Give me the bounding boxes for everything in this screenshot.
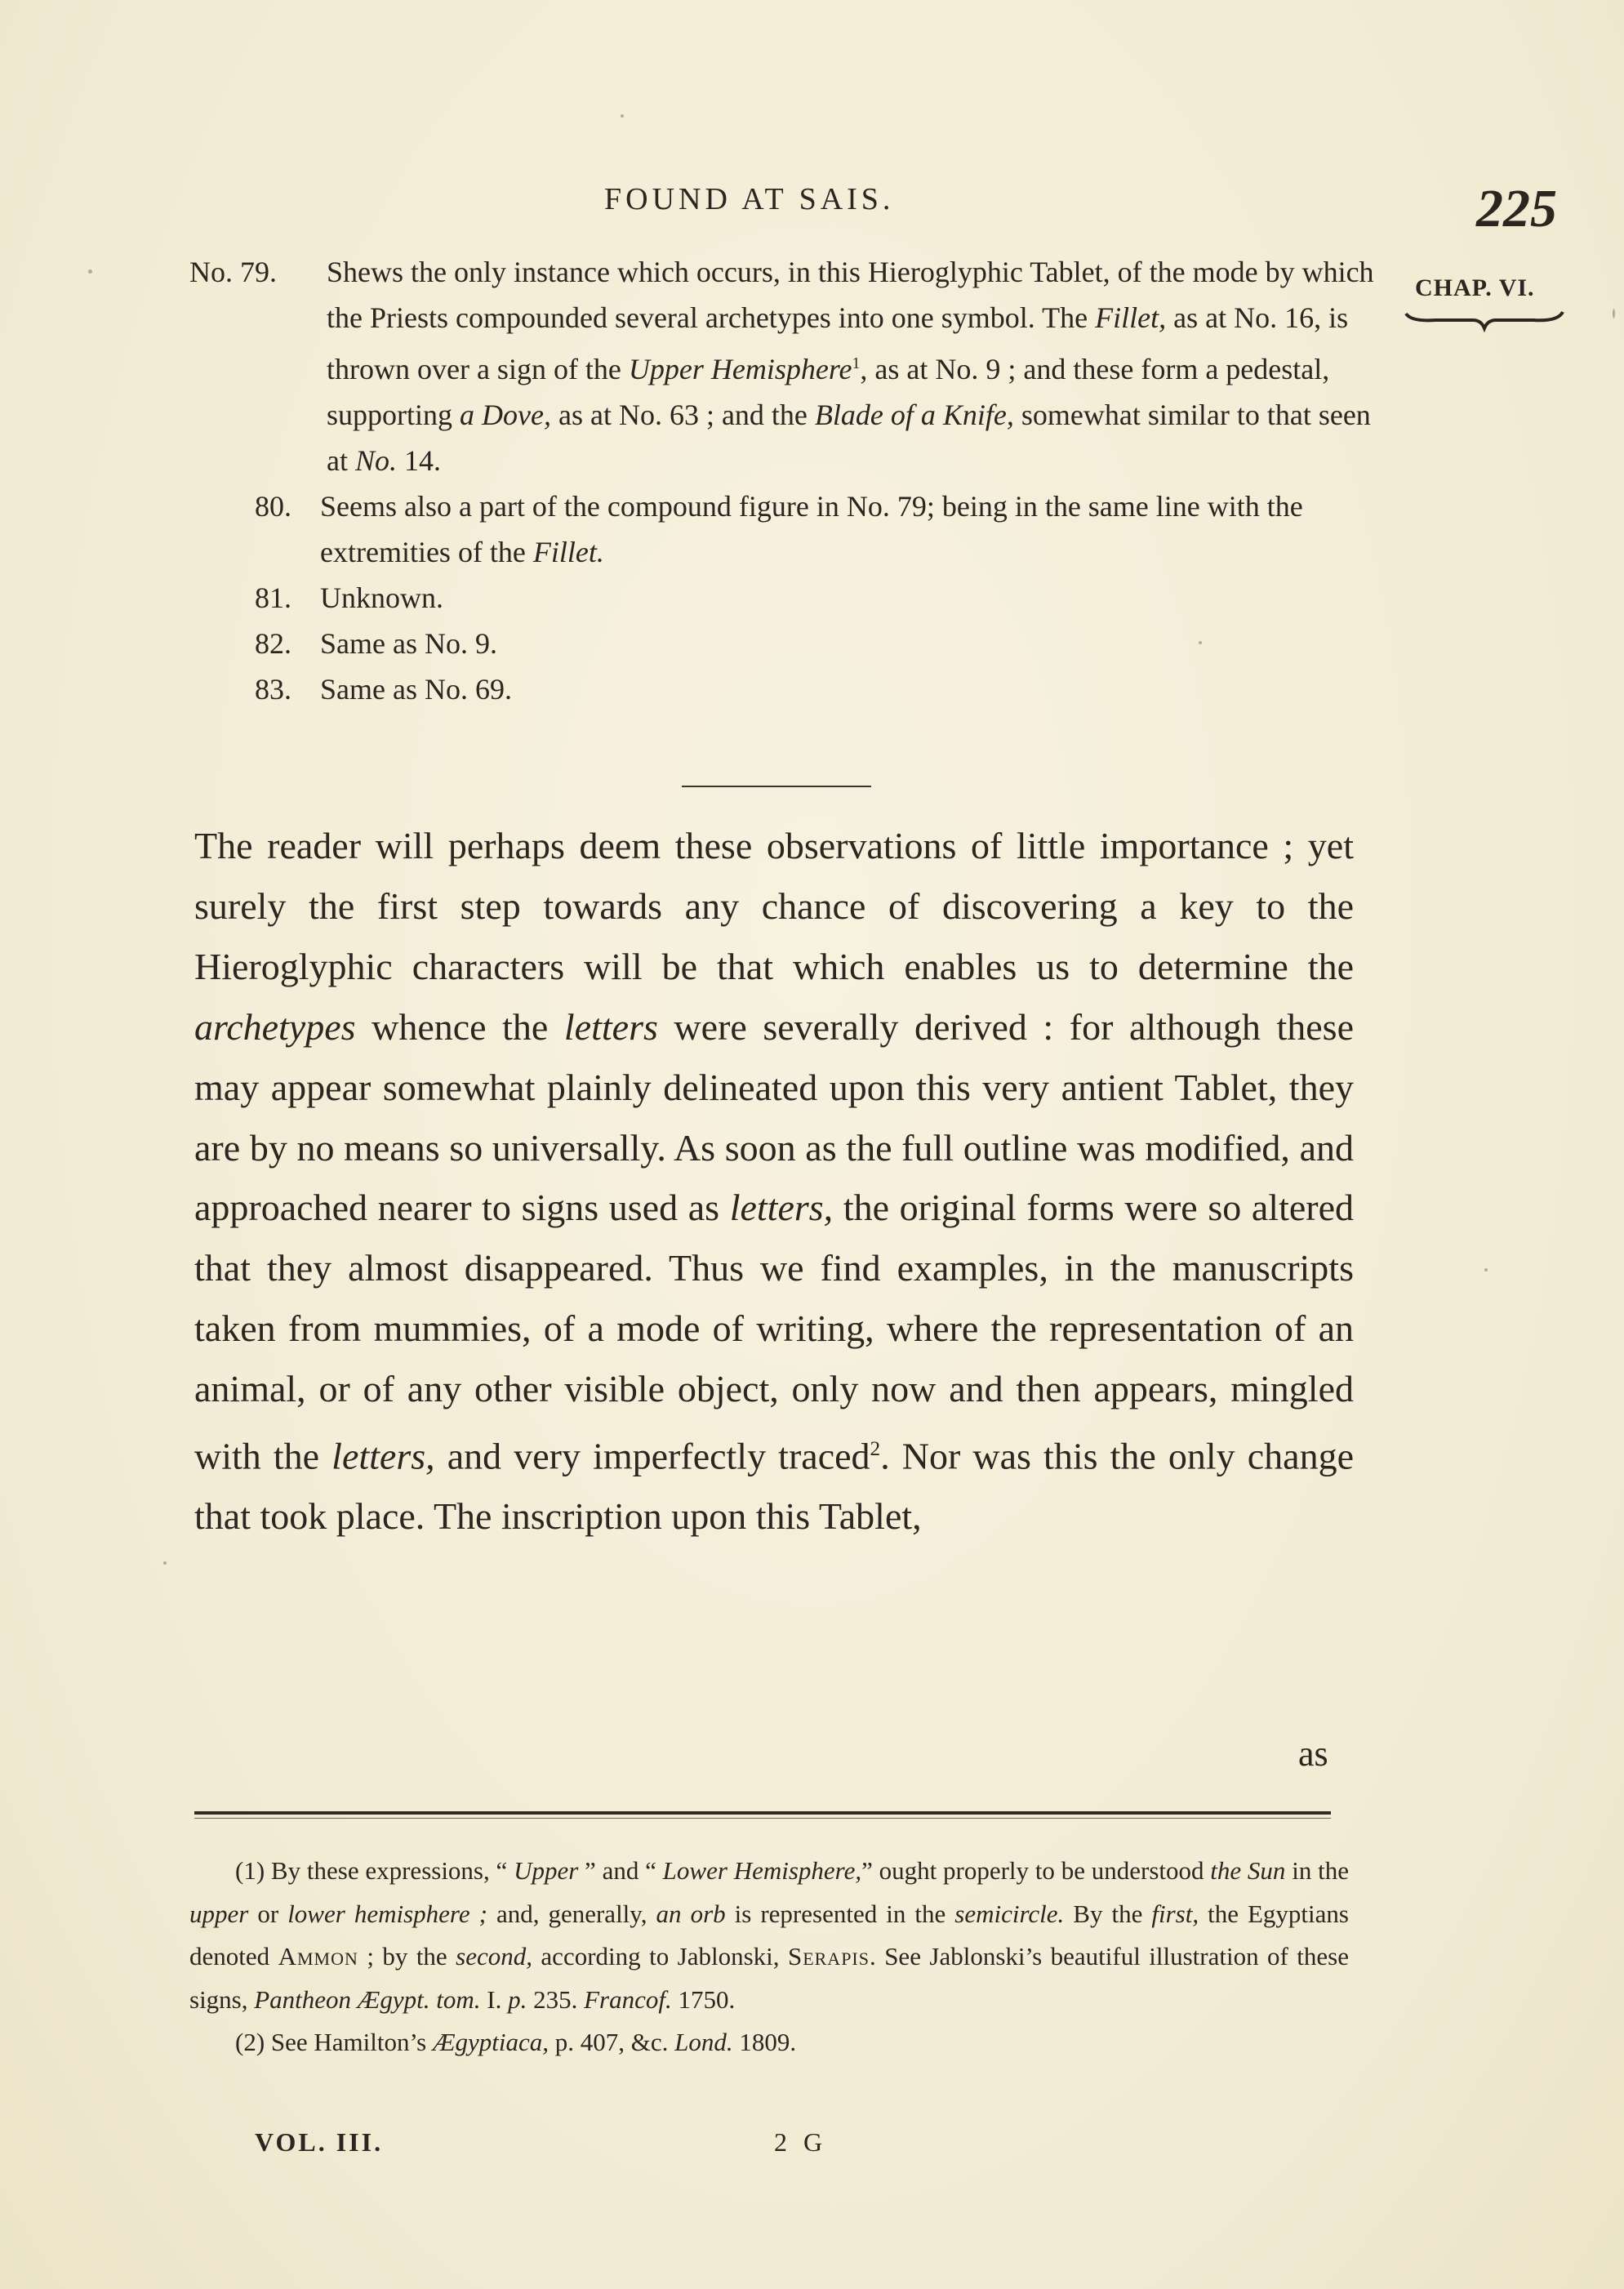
- entry-item: [189, 621, 1382, 666]
- section-divider: [682, 786, 871, 787]
- chapter-label: CHAP. VI.: [1415, 274, 1535, 301]
- entry-item: [189, 575, 1382, 621]
- entry-text: Same as No. 69.: [320, 673, 512, 706]
- entry-number: No. 79.: [189, 256, 277, 288]
- speck: [163, 1561, 167, 1565]
- entry-number: 83.: [255, 673, 291, 706]
- chapter-brace-ornament: [1403, 307, 1566, 340]
- footnote-text: (2) See Hamilton’s Ægyptiaca, p. 407, &c. Lond. 1809.: [235, 2028, 797, 2056]
- entry-number: 82.: [255, 627, 291, 660]
- speck: [1484, 1268, 1488, 1271]
- running-head: FOUND AT SAIS.: [604, 182, 895, 216]
- footnote-1: [189, 1850, 1349, 2021]
- footnote-rule: [194, 1811, 1331, 1815]
- entry-text: Same as No. 9.: [320, 627, 497, 660]
- entry-text: Shews the only instance which occurs, in this Hieroglyphic Tablet, of the mode by which the Priests compounded several archetypes into one symbol. The Fillet, as at No. 16, is thrown over a sign of the Upper Hemisphere$^1$, as at No. 9 ; and these form a pedestal, supporting a Dove, as at No. 63 ; and the Blade of a Knife, somewhat similar to that seen at No. 14.: [327, 256, 1374, 477]
- entry-text: Seems also a part of the compound figure in No. 79; being in the same line with the extremities of the Fillet.: [320, 490, 1303, 568]
- speck: [1613, 309, 1615, 318]
- footnote-text: (1) By these expressions, “ Upper ” and “ Lower Hemisphere,” ought properly to be understood the Sun in the upper or lower hemisphere ; and, generally, an orb is represented in the semicircle. By the first, the Egyptians denoted Ammon ; by the second, according to Jablonski, Serapis. See Jablonski’s beautiful illustration of these signs, Pantheon Ægypt. tom. I. p. 235. Francof. 1750.: [189, 1856, 1349, 2014]
- entry-text: Unknown.: [320, 581, 443, 614]
- entry-number: 80.: [255, 490, 291, 523]
- entry-item: [189, 249, 1382, 483]
- speck: [621, 114, 624, 118]
- speck: [88, 269, 92, 274]
- entry-item: [189, 483, 1382, 575]
- footnotes: [189, 1850, 1349, 2064]
- entry-number: 81.: [255, 581, 291, 614]
- entry-item: [189, 666, 1382, 712]
- catchword: as: [1298, 1734, 1328, 1774]
- footnote-2: [189, 2021, 1349, 2064]
- signature-mark: 2 G: [774, 2127, 828, 2157]
- volume-signature: VOL. III.: [255, 2127, 384, 2157]
- tablet-entry-list: [189, 249, 1382, 712]
- page-number: 225: [1476, 179, 1557, 238]
- body-paragraph: The reader will perhaps deem these observations of little importance ; yet surely the first step towards any chance of discovering a key to the Hieroglyphic characters will be that which enables us to determine the archetypes whence the letters were severally derived : for although these may appear somewhat plainly delineated upon this very antient Tablet, they are by no means so universally. As soon as the full outline was modified, and approached nearer to signs used as letters, the original forms were so altered that they almost disappeared. Thus we find examples, in the manuscripts taken from mummies, of a mode of writing, where the representation of an animal, or of any other visible object, only now and then appears, mingled with the letters, and very imperfectly traced$^2$. Nor was this the only change that took place. The inscription upon this Tablet,: [194, 825, 1355, 1538]
- footnote-rule-thin: [194, 1818, 1331, 1819]
